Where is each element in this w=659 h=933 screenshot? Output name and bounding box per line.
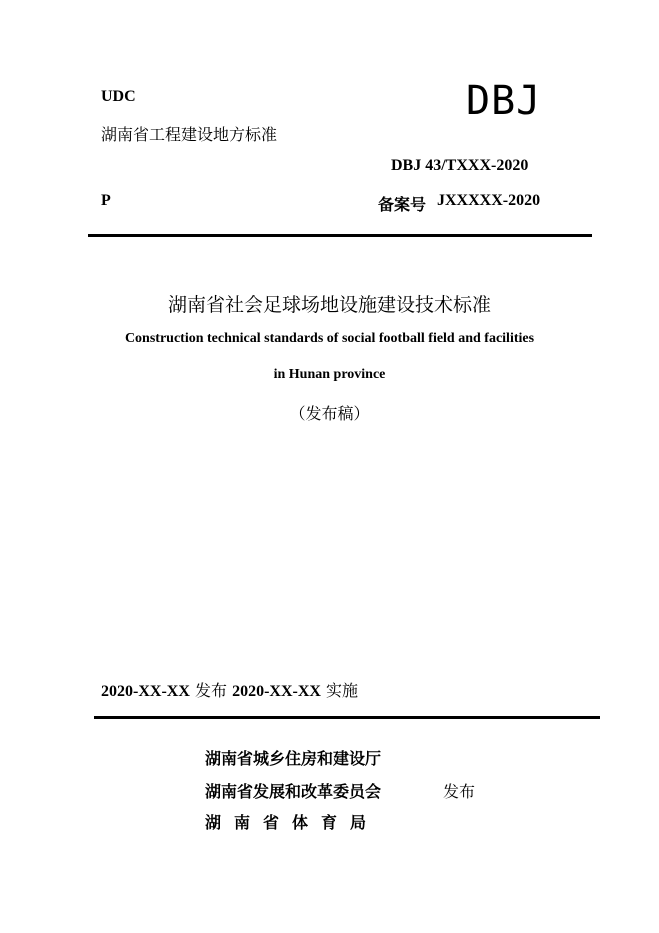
document-title-english-line2: in Hunan province: [273, 367, 386, 382]
issue-label: 发布: [194, 681, 227, 700]
effective-label: 实施: [326, 681, 359, 700]
dbj-mark: DBJ: [466, 78, 542, 124]
filing-label: 备案号: [378, 195, 427, 214]
publish-label: 发布: [443, 782, 476, 801]
issue-date: 2020-XX-XX: [101, 683, 190, 700]
document-title-chinese: 湖南省社会足球场地设施建设技术标准: [167, 294, 491, 316]
document-title-english-line1: Construction technical standards of social football field and facilities: [124, 331, 535, 346]
issuer-development-commission: 湖南省发展和改革委员会: [205, 782, 382, 801]
draft-status: （发布稿）: [289, 404, 370, 423]
issuer-housing-department: 湖南省城乡住房和建设厅: [205, 749, 382, 768]
issuer-sports-bureau: 湖南省体育局: [205, 813, 380, 832]
footer-divider: [94, 716, 600, 719]
udc-label: UDC: [101, 88, 136, 105]
standard-type: 湖南省工程建设地方标准: [101, 125, 278, 144]
standard-number: DBJ 43/TXXX-2020: [391, 157, 529, 174]
dates-line: [101, 678, 358, 701]
p-label: P: [101, 192, 111, 209]
header-divider: [88, 234, 592, 237]
filing-number: JXXXXX-2020: [437, 192, 541, 209]
effective-date: 2020-XX-XX: [232, 683, 321, 700]
